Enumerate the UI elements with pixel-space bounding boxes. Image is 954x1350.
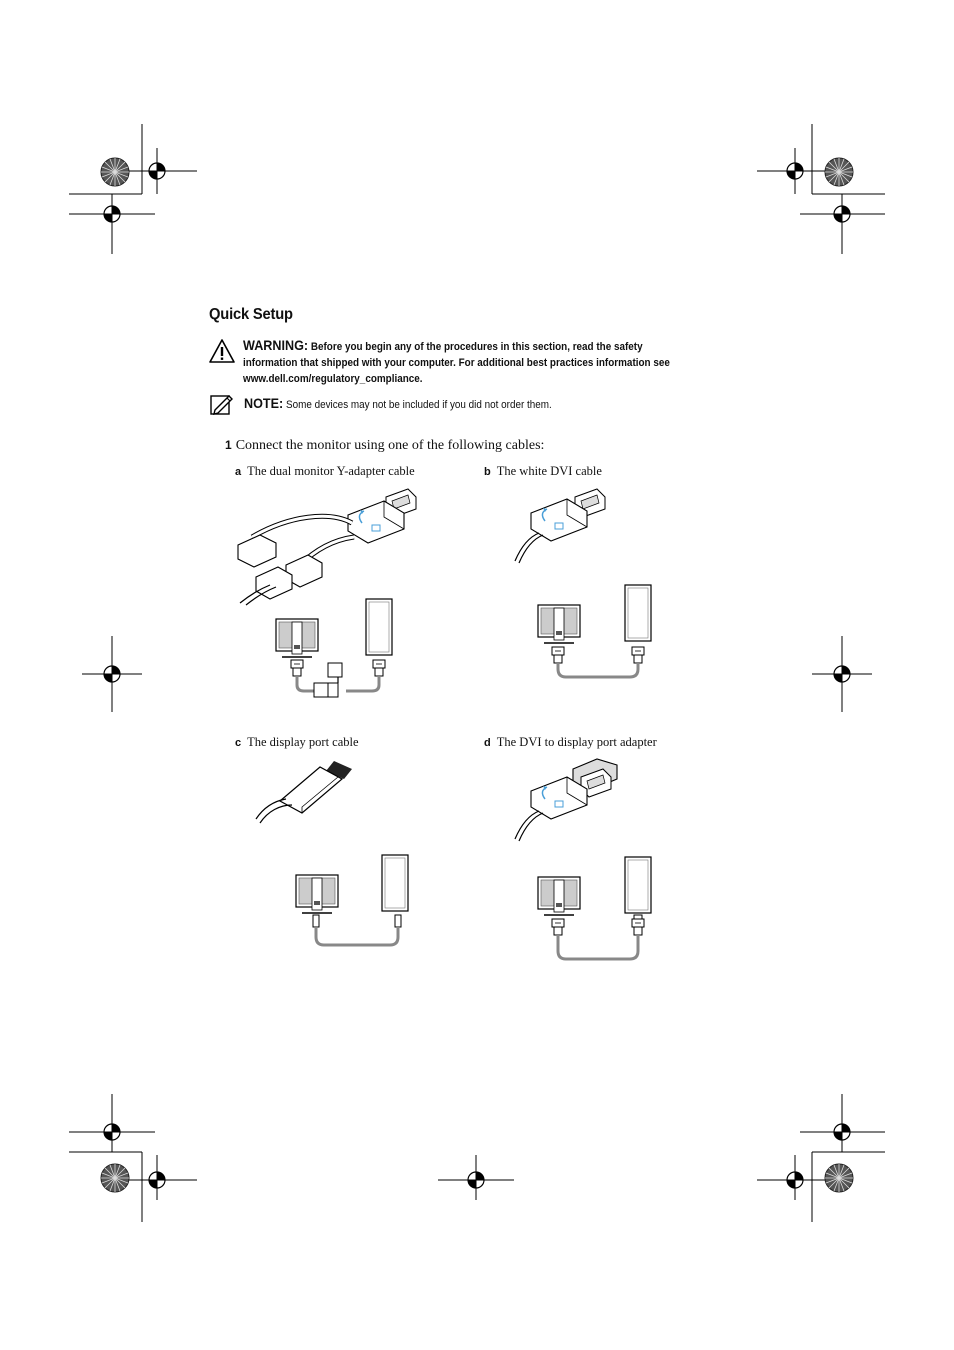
note-block [244, 395, 676, 413]
option-letter: b [484, 466, 491, 478]
step-text: Connect the monitor using one of the following cables: [235, 438, 545, 453]
step-number: 1 [225, 438, 232, 452]
figure-dvi-to-display-port-adapter [505, 755, 675, 965]
figure-display-port-cable [250, 755, 420, 955]
note-pencil-icon [210, 393, 234, 415]
note-label: NOTE: [244, 395, 284, 411]
note-text: Some devices may not be included if you did not order them. [285, 399, 552, 411]
warning-triangle-icon [208, 338, 236, 364]
option-c [235, 735, 359, 750]
option-letter: a [235, 466, 242, 478]
option-text: The DVI to display port adapter [496, 735, 657, 749]
option-text: The white DVI cable [496, 464, 602, 478]
option-d [484, 735, 657, 750]
page-title: Quick Setup [209, 306, 293, 323]
option-letter: d [484, 737, 491, 749]
option-letter: c [235, 737, 242, 749]
warning-text: Before you begin any of the procedures in this section, read the safety information that shipped with your computer. For additional best practices information see www.dell.com/regulatory_compliance. [243, 341, 670, 385]
option-b [484, 464, 602, 479]
warning-label: WARNING: [243, 337, 309, 353]
warning-block [243, 337, 675, 387]
option-a [235, 464, 415, 479]
option-text: The dual monitor Y-adapter cable [247, 464, 415, 478]
figure-white-dvi-cable [505, 485, 675, 685]
figure-y-adapter-cable [230, 485, 430, 700]
option-text: The display port cable [247, 735, 359, 749]
step-1 [225, 438, 544, 454]
